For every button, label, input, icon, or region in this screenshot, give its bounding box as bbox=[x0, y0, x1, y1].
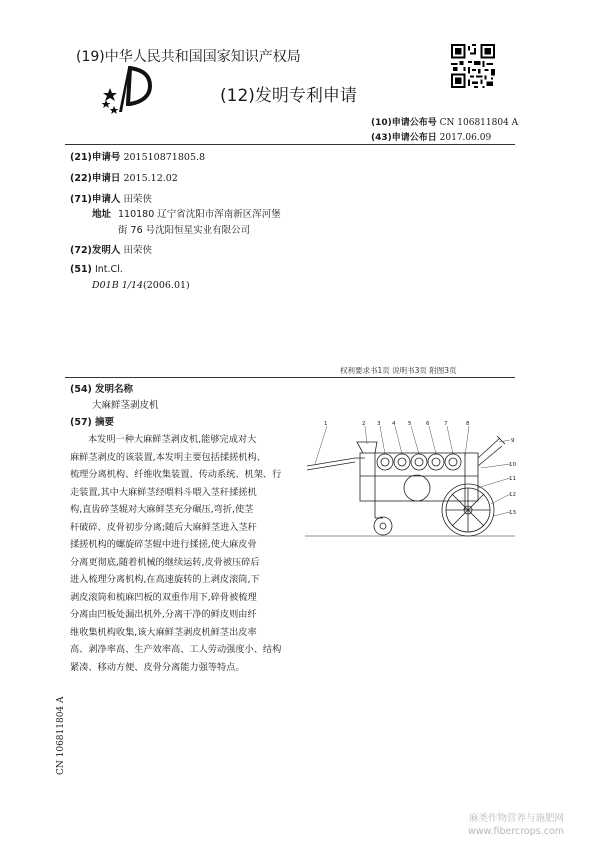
side-publication-number bbox=[52, 665, 70, 775]
inventor-label: 发明人 bbox=[91, 245, 121, 256]
app-no-label: 申请号 bbox=[91, 152, 121, 163]
part-number: 2 bbox=[362, 421, 366, 427]
intcl-version: (2006.01) bbox=[143, 280, 190, 291]
address bbox=[92, 206, 111, 220]
abstract-line: 高、剥净率高、生产效率高、工人劳动强度小、结构 bbox=[70, 644, 282, 655]
abstract-line: 本发明一种大麻鲜茎剥皮机,能够完成对大 bbox=[88, 434, 257, 445]
application-date bbox=[70, 170, 178, 184]
title-code: (54) bbox=[70, 384, 92, 395]
watermark-line-2: www.fibercrops.com bbox=[468, 826, 565, 837]
app-no-code: (21) bbox=[70, 152, 92, 163]
inventor-value: 田荣侠 bbox=[123, 245, 152, 256]
intcl-class bbox=[92, 280, 190, 291]
abstract-line: 麻鲜茎剥皮的该装置,本发明主要包括揉搓机构、 bbox=[70, 451, 266, 463]
applicant-code: (71) bbox=[70, 194, 92, 205]
side-pub-text: CN 106811804 A bbox=[56, 696, 66, 775]
app-date-value: 2015.12.02 bbox=[123, 173, 178, 184]
part-number: 4 bbox=[392, 421, 396, 427]
intcl-code: (51) bbox=[70, 264, 92, 275]
watermark bbox=[468, 812, 564, 838]
abstract-body bbox=[70, 431, 298, 676]
application-number bbox=[70, 149, 205, 163]
doc-type-title: 发明专利申请 bbox=[254, 86, 357, 106]
int-cl bbox=[70, 264, 123, 275]
pub-date-label: 申请公布日 bbox=[391, 133, 437, 143]
pub-no-value: CN 106811804 A bbox=[439, 118, 519, 128]
abstract-line: 分离更彻底,随着机械的继续运转,皮骨被压碎后 bbox=[70, 556, 260, 568]
roller-group bbox=[377, 454, 461, 470]
document-type bbox=[220, 81, 357, 106]
small-wheel bbox=[374, 517, 392, 535]
pub-date-code: (43) bbox=[371, 133, 392, 143]
abstract-line: 梳理分离机构、纤维收集装置、传动系统、机架、行 bbox=[70, 469, 282, 480]
abstract-line: 分离由凹板处漏出机外,分离干净的鲜皮则由纤 bbox=[70, 609, 257, 620]
address-label: 地址 bbox=[92, 209, 112, 220]
app-date-label: 申请日 bbox=[91, 173, 121, 184]
part-number: 13 bbox=[509, 510, 516, 516]
abstract-heading bbox=[70, 414, 114, 428]
pub-no-label: 申请公布号 bbox=[391, 118, 437, 128]
frame bbox=[360, 453, 478, 501]
part-number: 12 bbox=[509, 492, 516, 498]
part-number: 7 bbox=[444, 421, 448, 427]
office-name: 中华人民共和国国家知识产权局 bbox=[104, 49, 301, 65]
mid-divider bbox=[65, 377, 515, 378]
inventor bbox=[70, 242, 152, 256]
abstract-label: 摘要 bbox=[94, 417, 114, 428]
applicant-value: 田荣侠 bbox=[123, 194, 152, 205]
machine-figure bbox=[305, 418, 520, 558]
pub-date-value: 2017.06.09 bbox=[439, 133, 492, 143]
abstract-line: 秆破碎、皮骨初步分离;随后大麻鲜茎进入茎秆 bbox=[70, 521, 257, 533]
header-divider bbox=[65, 144, 515, 145]
part-number: 6 bbox=[426, 421, 430, 427]
abstract-line: 维收集机构收集,该大麻鲜茎剥皮机鲜茎出皮率 bbox=[70, 626, 257, 638]
peeling-drum bbox=[404, 475, 430, 501]
cnipa-logo bbox=[100, 66, 156, 116]
title-label: 发明名称 bbox=[94, 384, 133, 395]
publication-date bbox=[371, 130, 491, 143]
publication-number bbox=[371, 115, 518, 128]
abstract-line: 进入梳理分离机构,在高速旋转的上剥皮滚筒,下 bbox=[70, 574, 260, 585]
doc-type-code: (12) bbox=[220, 86, 255, 106]
page-count-info: 权利要求书1页 说明书3页 附图3页 bbox=[340, 366, 457, 375]
intcl-class-code: D01B 1/14 bbox=[92, 280, 144, 291]
part-number: 3 bbox=[377, 421, 381, 427]
part-number: 5 bbox=[408, 421, 412, 427]
abstract-line: 走装置,其中大麻鲜茎经喂料斗喂入茎秆揉搓机 bbox=[70, 486, 257, 498]
large-wheel bbox=[442, 484, 494, 536]
app-no-value: 201510871805.8 bbox=[123, 152, 206, 163]
output-chute bbox=[478, 436, 505, 466]
part-number: 11 bbox=[509, 476, 516, 482]
qr-code[interactable] bbox=[451, 44, 495, 88]
applicant-label: 申请人 bbox=[91, 194, 121, 205]
address-line-2: 街 76 号沈阳恒星实业有限公司 bbox=[118, 225, 251, 236]
address-line-1: 110180 辽宁省沈阳市浑南新区浑河堡 bbox=[118, 209, 281, 220]
applicant bbox=[70, 191, 152, 205]
invention-title-heading bbox=[70, 381, 133, 395]
invention-title: 大麻鲜茎剥皮机 bbox=[92, 400, 159, 411]
abstract-line: 紧凑、移动方便、皮骨分离能力强等特点。 bbox=[70, 661, 245, 673]
abstract-code: (57) bbox=[70, 417, 92, 428]
part-number: 1 bbox=[324, 421, 328, 427]
inventor-code: (72) bbox=[70, 245, 92, 256]
app-date-code: (22) bbox=[70, 173, 92, 184]
intcl-label: Int.Cl. bbox=[94, 264, 123, 275]
abstract-line: 揉搓机构的螺旋碎茎辊中进行揉搓,使大麻皮骨 bbox=[70, 539, 257, 550]
part-number: 10 bbox=[509, 462, 516, 468]
abstract-line: 剥皮滚筒和梳麻凹板的双重作用下,碎骨被梳理 bbox=[70, 591, 257, 603]
part-number: 8 bbox=[466, 421, 470, 427]
office-code: (19) bbox=[76, 49, 105, 65]
abstract-line: 构,直齿碎茎辊对大麻鲜茎充分碾压,弯折,使茎 bbox=[70, 504, 254, 515]
watermark-line-1: 麻类作物营养与施肥网 bbox=[469, 813, 565, 824]
part-number: 9 bbox=[511, 438, 515, 444]
office-header bbox=[76, 46, 301, 66]
pub-no-code: (10) bbox=[371, 118, 392, 128]
